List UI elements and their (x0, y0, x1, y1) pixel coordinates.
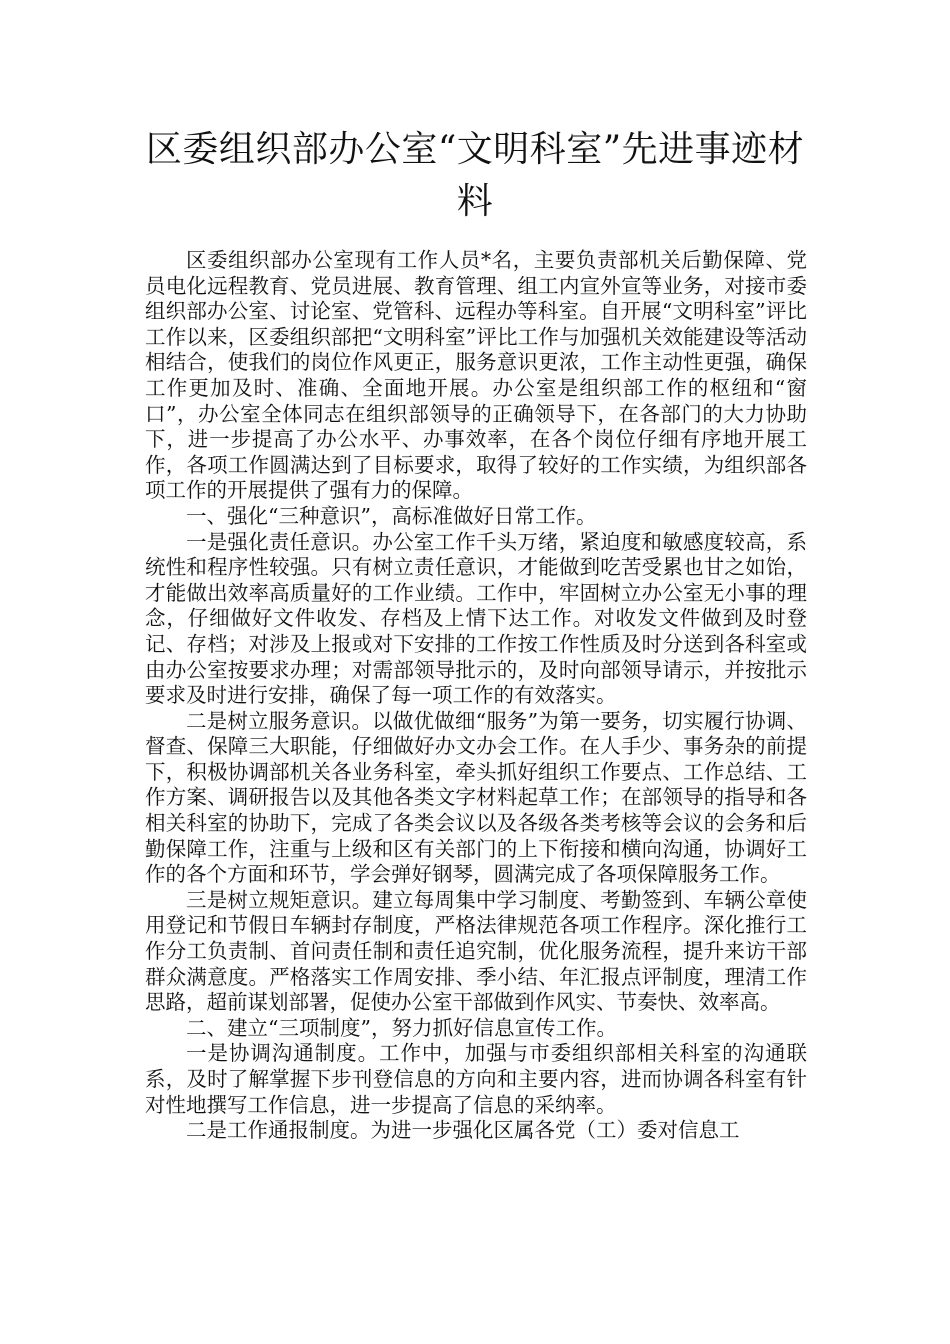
document-title: 区委组织部办公室“文明科室”先进事迹材料 (145, 129, 805, 222)
paragraph-responsibility: 一是强化责任意识。办公室工作千头万绪，紧迫度和敏感度较高，系统性和程序性较强。只有树立责任意识，才能做到吃苦受累也甘之如饴，才能做出效率高质量好的工作业绩。工作中，牢固树立办公室无小事的理念，仔细做好文件收发、存档及上情下达工作。对收发文件做到及时登记、存档；对涉及上报或对下安排的工作按工作性质及时分送到各科室或由办公室按要求办理；对需部领导批示的，及时向部领导请示，并按批示要求及时进行安排，确保了每一项工作的有效落实。 (145, 529, 807, 708)
document-body (145, 248, 807, 1144)
paragraph-notification: 二是工作通报制度。为进一步强化区属各党（工）委对信息工 (186, 1118, 740, 1143)
section-heading-1: 一、强化“三种意识”，高标准做好日常工作。 (186, 503, 597, 528)
paragraph-service: 二是树立服务意识。以做优做细“服务”为第一要务，切实履行协调、督查、保障三大职能，仔细做好办文办会工作。在人手少、事务杂的前提下，积极协调部机关各业务科室，牵头抓好组织工作要点、工作总结、工作方案、调研报告以及其他各类文字材料起草工作；在部领导的指导和各相关科室的协助下，完成了各类会议以及各级各类考核等会议的会务和后勤保障工作，注重与上级和区有关部门的上下衔接和横向沟通，协调好工作的各个方面和环节，学会弹好钢琴，圆满完成了各项保障服务工作。 (145, 708, 807, 887)
section-heading-2: 二、建立“三项制度”，努力抓好信息宣传工作。 (186, 1015, 617, 1040)
paragraph-rules: 三是树立规矩意识。建立每周集中学习制度、考勤签到、车辆公章使用登记和节假日车辆封存制度，严格法律规范各项工作程序。深化推行工作分工负责制、首问责任制和责任追究制，优化服务流程，提升来访干部群众满意度。严格落实工作周安排、季小结、年汇报点评制度，理清工作思路，超前谋划部署，促使办公室干部做到作风实、节奏快、效率高。 (145, 887, 807, 1015)
paragraph-coordination: 一是协调沟通制度。工作中，加强与市委组织部相关科室的沟通联系，及时了解掌握下步刊登信息的方向和主要内容，进而协调各科室有针对性地撰写工作信息，进一步提高了信息的采纳率。 (145, 1041, 807, 1117)
paragraph-intro: 区委组织部办公室现有工作人员*名，主要负责部机关后勤保障、党员电化远程教育、党员进展、教育管理、组工内宣外宣等业务，对接市委组织部办公室、讨论室、党管科、远程办等科室。自开展“文明科室”评比工作以来，区委组织部把“文明科室”评比工作与加强机关效能建设等活动相结合，使我们的岗位作风更正，服务意识更浓，工作主动性更强，确保工作更加及时、准确、全面地开展。办公室是组织部工作的枢纽和“窗口”，办公室全体同志在组织部领导的正确领导下，在各部门的大力协助下，进一步提高了办公水平、办事效率，在各个岗位仔细有序地开展工作，各项工作圆满达到了目标要求，取得了较好的工作实绩，为组织部各项工作的开展提供了强有力的保障。 (145, 248, 807, 503)
